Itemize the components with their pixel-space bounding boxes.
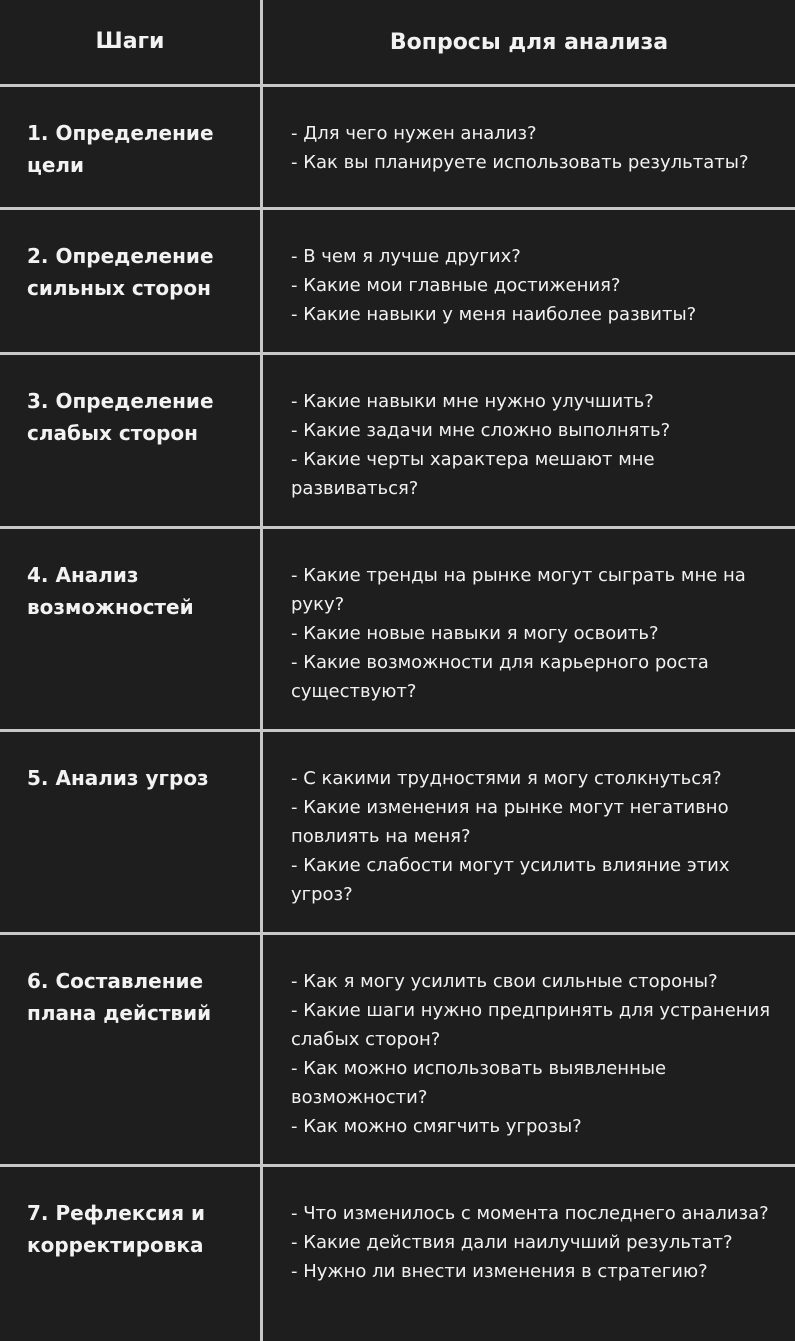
question-item: - Как я могу усилить свои сильные стороны?	[291, 971, 718, 992]
step-cell: 6. Составление плана действий	[0, 935, 263, 1164]
question-item: - Какие черты характера мешают мне развиваться?	[291, 449, 655, 499]
question-item: - Какие навыки у меня наиболее развиты?	[291, 304, 697, 325]
table-row	[0, 526, 795, 729]
questions-cell	[263, 1167, 795, 1341]
table-row	[0, 207, 795, 352]
table-row	[0, 932, 795, 1164]
header-steps: Шаги	[0, 0, 263, 84]
step-cell: 5. Анализ угроз	[0, 732, 263, 932]
question-item: - Какие новые навыки я могу освоить?	[291, 623, 659, 644]
question-item: - Какие задачи мне сложно выполнять?	[291, 420, 671, 441]
question-item: - В чем я лучше других?	[291, 246, 521, 267]
question-item: - Как вы планируете использовать результаты?	[291, 152, 749, 173]
question-item: - Для чего нужен анализ?	[291, 123, 537, 144]
questions-cell	[263, 935, 795, 1164]
questions-cell	[263, 529, 795, 729]
question-item: - Какие шаги нужно предпринять для устранения слабых сторон?	[291, 1000, 771, 1050]
questions-cell	[263, 87, 795, 207]
table-row	[0, 84, 795, 207]
question-item: - Как можно смягчить угрозы?	[291, 1116, 582, 1137]
questions-cell	[263, 355, 795, 526]
questions-cell	[263, 210, 795, 352]
question-item: - Какие мои главные достижения?	[291, 275, 621, 296]
question-item: - Какие слабости могут усилить влияние этих угроз?	[291, 855, 730, 905]
step-cell: 1. Определение цели	[0, 87, 263, 207]
table-row	[0, 1164, 795, 1341]
step-cell: 7. Рефлексия и корректировка	[0, 1167, 263, 1341]
header-questions: Вопросы для анализа	[389, 29, 669, 55]
question-item: - Какие возможности для карьерного роста существуют?	[291, 652, 709, 702]
step-cell: 3. Определение слабых сторон	[0, 355, 263, 526]
step-cell: 2. Определение сильных сторон	[0, 210, 263, 352]
question-item: - Какие навыки мне нужно улучшить?	[291, 391, 654, 412]
question-item: - Что изменилось с момента последнего анализа?	[291, 1203, 769, 1224]
question-item: - Как можно использовать выявленные возможности?	[291, 1058, 667, 1108]
table-row	[0, 729, 795, 932]
step-cell: 4. Анализ возможностей	[0, 529, 263, 729]
table-row	[0, 352, 795, 526]
question-item: - Какие действия дали наилучший результат?	[291, 1232, 733, 1253]
question-item: - Какие изменения на рынке могут негативно повлиять на меня?	[291, 797, 729, 847]
table-header-row	[0, 0, 795, 84]
question-item: - Какие тренды на рынке могут сыграть мне на руку?	[291, 565, 746, 615]
question-item: - Нужно ли внести изменения в стратегию?	[291, 1261, 708, 1282]
question-item: - С какими трудностями я могу столкнуться?	[291, 768, 722, 789]
questions-cell	[263, 732, 795, 932]
